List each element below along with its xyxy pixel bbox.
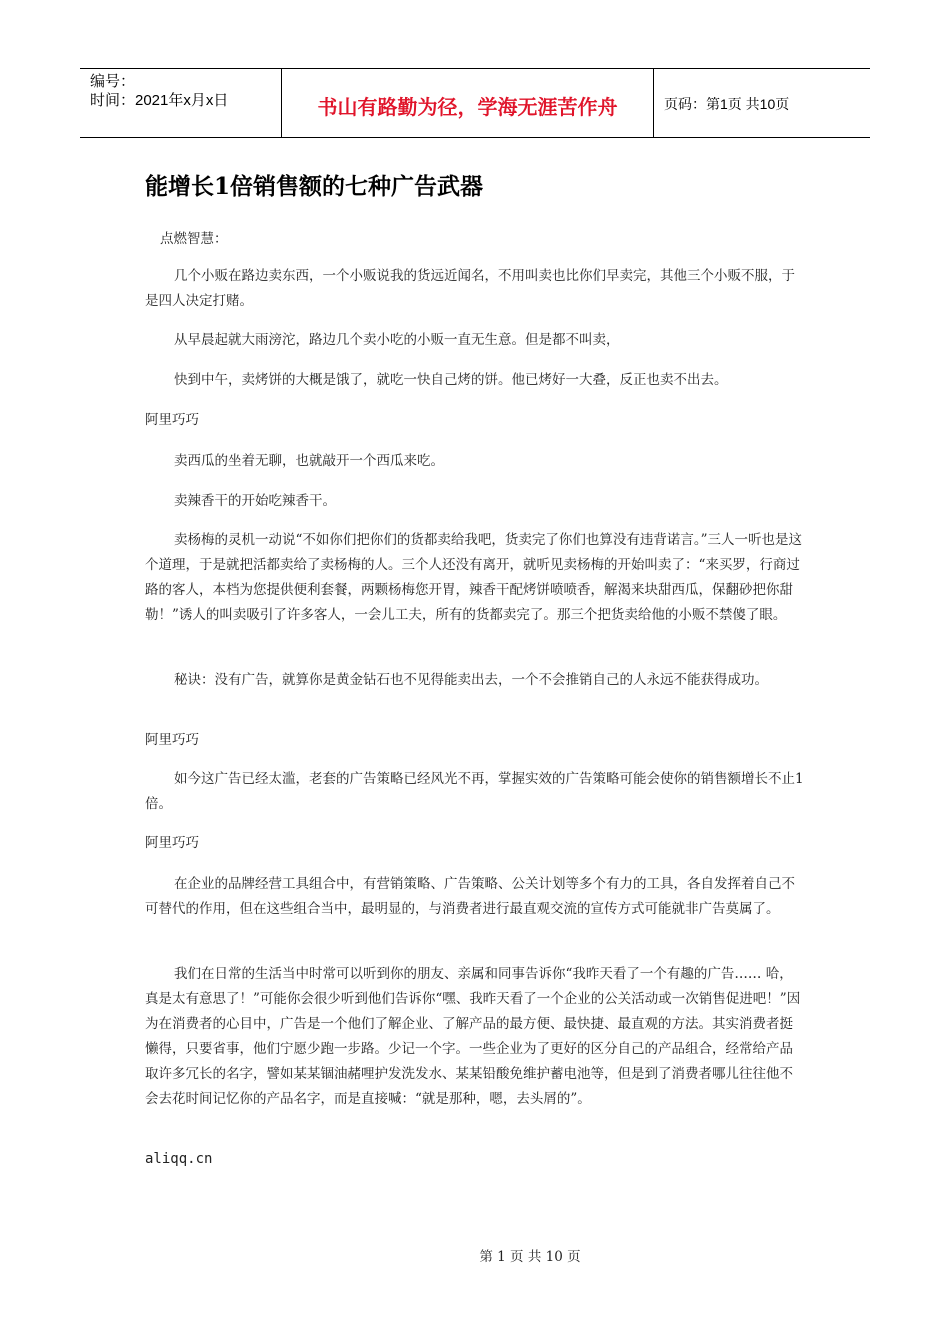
page-header-table bbox=[80, 68, 870, 138]
document-number-label: 编号： bbox=[90, 73, 136, 90]
document-title: 能增长1倍销售额的七种广告武器 bbox=[145, 173, 484, 200]
document-time-label: 时间：2021年x月x日 bbox=[90, 92, 229, 109]
paragraph: 在企业的品牌经营工具组合中，有营销策略、广告策略、公关计划等多个有力的工具，各自发挥着自己不可替代的作用，但在这些组合当中，最明显的，与消费者进行最直观交流的宣传方式可能就非广告莫属了。 bbox=[145, 876, 795, 917]
paragraph-label: 阿里巧巧 bbox=[145, 412, 199, 428]
paragraph-label: 阿里巧巧 bbox=[145, 835, 199, 851]
paragraph-intro: 点燃智慧： bbox=[160, 231, 228, 247]
paragraph-label: 阿里巧巧 bbox=[145, 732, 199, 748]
header-left-cell bbox=[80, 69, 282, 137]
header-page-info: 页码：第1页 共10页 bbox=[664, 96, 790, 112]
paragraph: 秘诀：没有广告，就算你是黄金钻石也不见得能卖出去，一个不会推销自己的人永远不能获得成功。 bbox=[174, 672, 768, 688]
paragraph: 几个小贩在路边卖东西，一个小贩说我的货远近闻名，不用叫卖也比你们早卖完，其他三个小贩不服，于是四人决定打赌。 bbox=[145, 268, 795, 309]
paragraph: 我们在日常的生活当中时常可以听到你的朋友、亲属和同事告诉你“我昨天看了一个有趣的广告…… 哈，真是太有意思了！”可能你会很少听到他们告诉你“嘿、我昨天看了一个企业的公关活动或一次销售促进吧！”因为在消费者的心目中，广告是一个他们了解企业、了解产品的最方便、最快捷、最直观的方法。其实消费者挺懒得，只要省事，他们宁愿少跑一步路。少记一个字。一些企业为了更好的区分自己的产品组合，经常给产品取许多冗长的名字，譬如某某锢油赭哩护发洗发水、某某铅酸免维护蓄电池等，但是到了消费者哪儿往往他不会去花时间记忆你的产品名字，而是直接喊：“就是那种，嗯，去头屑的”。 bbox=[145, 966, 801, 1107]
page-footer: 第 1 页 共 10 页 bbox=[479, 1249, 581, 1265]
header-motto: 书山有路勤为径，学海无涯苦作舟 bbox=[282, 69, 654, 137]
paragraph: 卖辣香干的开始吃辣香干。 bbox=[174, 493, 336, 509]
paragraph: 从早晨起就大雨滂沱，路边几个卖小吃的小贩一直无生意。但是都不叫卖， bbox=[174, 332, 620, 348]
paragraph: 快到中午，卖烤饼的大概是饿了，就吃一快自己烤的饼。他已烤好一大叠，反正也卖不出去。 bbox=[174, 372, 728, 388]
paragraph: 卖杨梅的灵机一动说“不如你们把你们的货都卖给我吧，货卖完了你们也算没有违背诺言。”三人一听也是这个道理，于是就把活都卖给了卖杨梅的人。三个人还没有离开，就听见卖杨梅的开始叫卖了：“来买罗，行商过路的客人，本档为您提供便利套餐，两颗杨梅您开胃，辣香干配烤饼喷喷香，解渴来块甜西瓜，保翻砂把你甜勒！”诱人的叫卖吸引了许多客人，一会儿工夫，所有的货都卖完了。那三个把货卖给他的小贩不禁傻了眼。 bbox=[145, 532, 803, 623]
source-url: aliqq.cn bbox=[145, 1151, 213, 1167]
paragraph: 卖西瓜的坐着无聊，也就敲开一个西瓜来吃。 bbox=[174, 453, 444, 469]
paragraph: 如今这广告已经太滥，老套的广告策略已经风光不再，掌握实效的广告策略可能会使你的销售额增长不止1倍。 bbox=[145, 771, 804, 812]
